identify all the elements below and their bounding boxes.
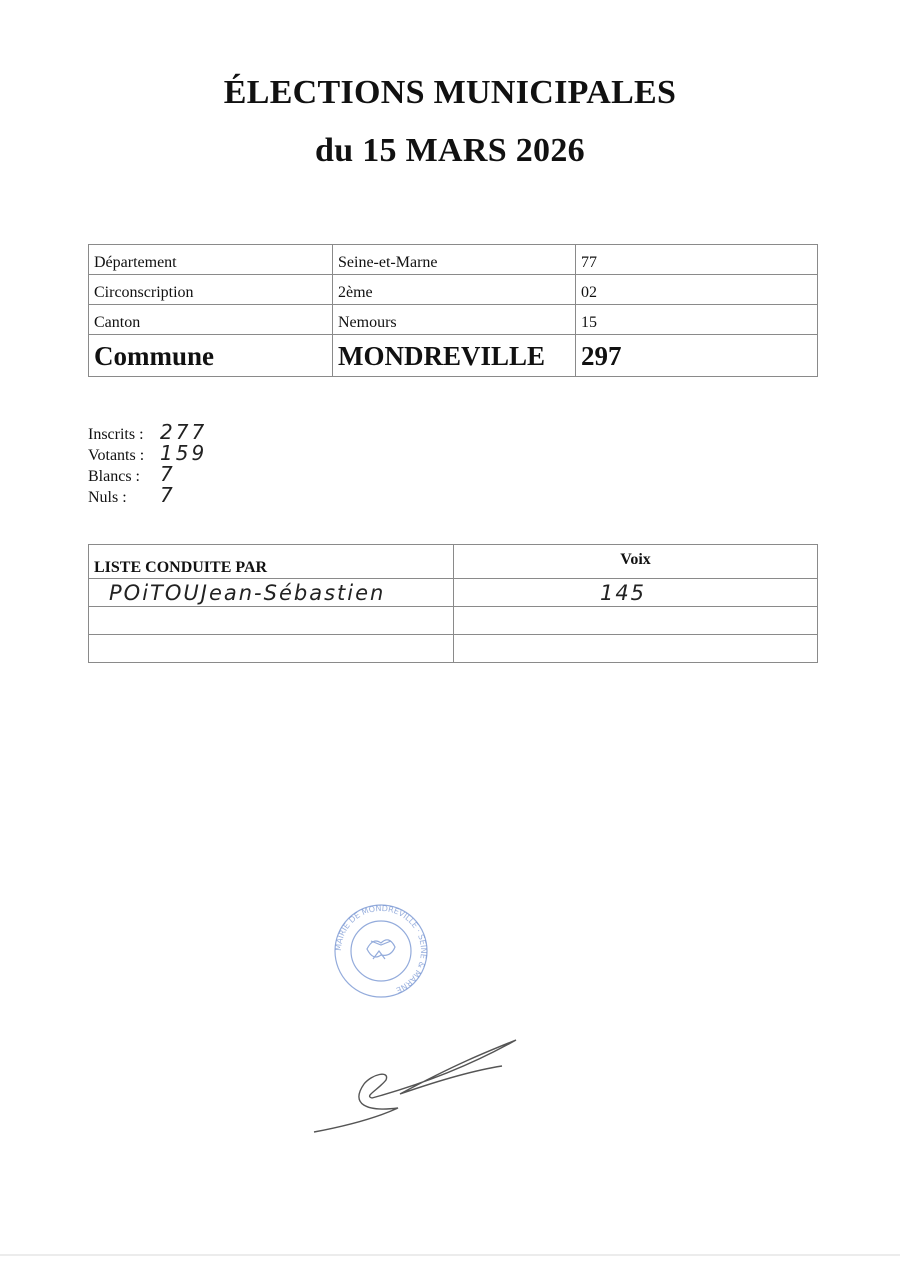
count-value: 159 [160, 441, 208, 465]
info-row-canton [89, 305, 818, 335]
leader-surname: POiTOU [109, 580, 201, 605]
info-label: Département [89, 245, 333, 275]
header-list: LISTE CONDUITE PAR [89, 545, 454, 579]
vote-count-value: 145 [599, 580, 647, 605]
results-table [88, 544, 818, 663]
info-code: 02 [576, 275, 818, 305]
info-row-commune [89, 335, 818, 377]
signature-icon [306, 1034, 526, 1138]
info-label: Canton [89, 305, 333, 335]
info-value: Seine-et-Marne [333, 245, 576, 275]
info-row-circonscription [89, 275, 818, 305]
count-blancs [88, 464, 207, 485]
election-date: du 15 MARS 2026 [315, 132, 585, 169]
results-row [89, 579, 818, 607]
count-nuls [88, 485, 207, 506]
list-leader [89, 607, 454, 635]
document-title: ÉLECTIONS MUNICIPALES [223, 74, 677, 111]
results-row [89, 607, 818, 635]
leader-firstname: Jean-Sébastien [200, 580, 386, 605]
info-value: MONDREVILLE [333, 335, 576, 377]
count-label: Blancs : [88, 468, 140, 485]
list-leader [89, 579, 454, 607]
info-value: 2ème [333, 275, 576, 305]
info-code: 297 [576, 335, 818, 377]
page-bottom-rule [0, 1254, 900, 1256]
results-header [89, 545, 818, 579]
header-voix: Voix [454, 545, 818, 579]
stamp-lettering: MAIRIE DE MONDREVILLE · SEINE & MARNE [333, 903, 429, 995]
info-code: 77 [576, 245, 818, 275]
vote-counts [88, 422, 207, 506]
results-row [89, 635, 818, 663]
info-row-departement [89, 245, 818, 275]
official-stamp-icon [331, 903, 431, 999]
count-value: 7 [160, 462, 176, 486]
vote-count [454, 635, 818, 663]
count-label: Inscrits : [88, 426, 144, 443]
info-value: Nemours [333, 305, 576, 335]
count-value: 277 [160, 420, 208, 444]
count-value: 7 [160, 483, 176, 507]
info-code: 15 [576, 305, 818, 335]
count-inscrits [88, 422, 207, 443]
count-label: Votants : [88, 447, 145, 464]
vote-count [454, 607, 818, 635]
list-leader [89, 635, 454, 663]
count-label: Nuls : [88, 489, 127, 506]
info-label: Circonscription [89, 275, 333, 305]
count-votants [88, 443, 207, 464]
location-table [88, 244, 818, 377]
info-label: Commune [89, 335, 333, 377]
vote-count [454, 579, 818, 607]
